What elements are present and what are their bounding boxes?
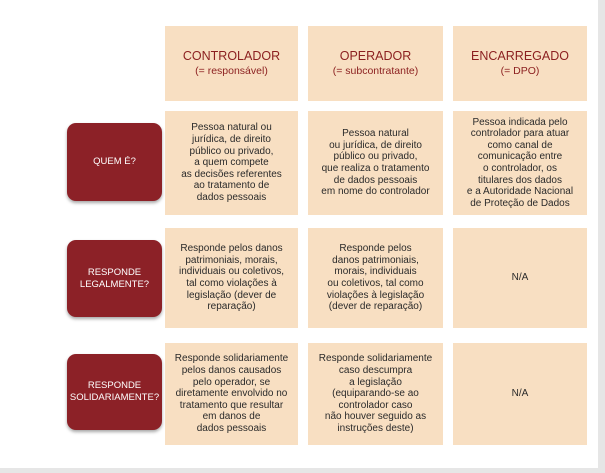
row-label-quem-e: QUEM É?	[67, 123, 162, 201]
cell-text: Responde pelos danos patrimoniais, morais, individuais ou coletivos, tal como violações à legislação (dever de reparação)	[326, 243, 425, 313]
cell-operador-quem-e	[308, 111, 443, 215]
cell-controlador-responde-solidariamente	[165, 343, 298, 445]
cell-encarregado-quem-e	[453, 111, 587, 215]
column-subtitle: (= subcontratante)	[332, 65, 419, 77]
column-header-controlador	[165, 26, 298, 101]
cell-text: Pessoa natural ou jurídica, de direito público ou privado, que realiza o tratamento de dados pessoais em nome do controlador	[321, 128, 430, 198]
cell-text: N/A	[511, 388, 529, 400]
row-label-responde-solidariamente: RESPONDE SOLIDARIAMENTE?	[67, 354, 162, 430]
column-subtitle: (= DPO)	[500, 65, 540, 77]
cell-text: Responde solidariamente caso descumpra a legislação (equiparando-se ao controlador caso não houver seguido as instruções deste)	[318, 353, 433, 434]
cell-controlador-responde-legalmente	[165, 228, 298, 328]
cell-operador-responde-legalmente	[308, 228, 443, 328]
column-subtitle: (= responsável)	[195, 65, 268, 77]
cell-text: Pessoa indicada pelo controlador para atuar como canal de comunicação entre o controlador, os titulares dos dados e a Autoridade Nacional de Proteção de Dados	[466, 116, 574, 209]
column-title: ENCARREGADO	[471, 49, 569, 63]
cell-encarregado-responde-legalmente	[453, 228, 587, 328]
column-title: CONTROLADOR	[182, 49, 281, 63]
cell-text: Responde pelos danos patrimoniais, morais, individuais ou coletivos, tal como violações à legislação (dever de reparação)	[178, 243, 285, 313]
cell-text: Responde solidariamente pelos danos causados pelo operador, se diretamente envolvido no tratamento que resultar em danos de dados pessoais	[174, 353, 289, 434]
cell-encarregado-responde-solidariamente	[453, 343, 587, 445]
row-label-responde-legalmente: RESPONDE LEGALMENTE?	[67, 240, 162, 317]
column-header-operador	[308, 26, 443, 101]
cell-text: Pessoa natural ou jurídica, de direito público ou privado, a quem compete as decisões referentes ao tratamento de dados pessoais	[181, 122, 282, 203]
cell-controlador-quem-e	[165, 111, 298, 215]
cell-operador-responde-solidariamente	[308, 343, 443, 445]
column-header-encarregado	[453, 26, 587, 101]
cell-text: N/A	[511, 272, 529, 284]
column-title: OPERADOR	[339, 49, 412, 63]
